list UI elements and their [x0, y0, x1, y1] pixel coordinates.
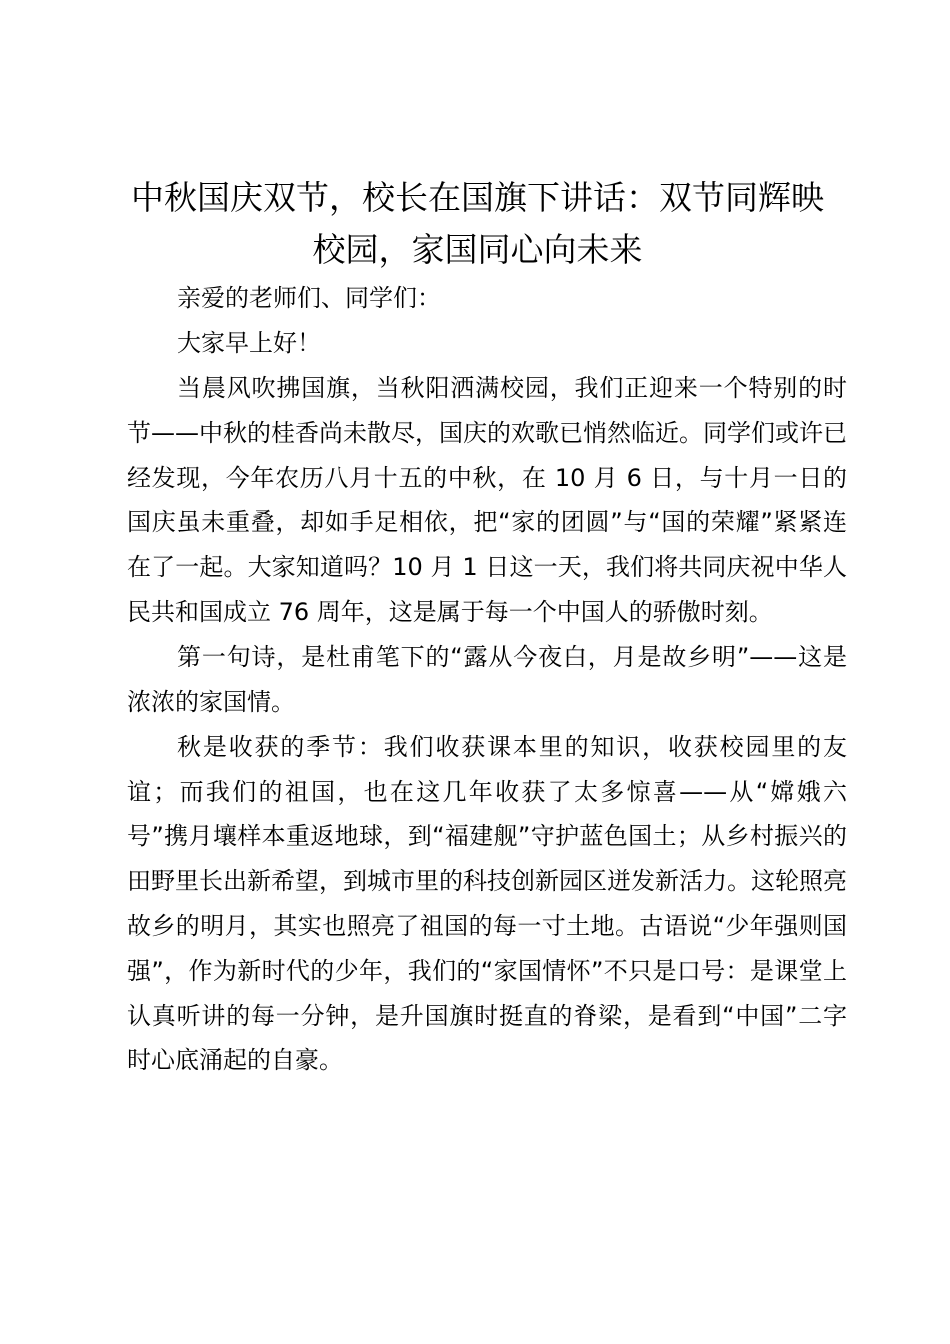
- body-paragraph: 当晨风吹拂国旗，当秋阳洒满校园，我们正迎来一个特别的时节——中秋的桂香尚未散尽，国庆的欢歌已悄然临近。同学们或许已经发现，今年农历八月十五的中秋，在 10 月 6 日，与十月一日的国庆虽未重叠，却如手足相依，把“家的团圆”与“国的荣耀”紧紧连在了一起。大家知道吗？10 月 1 日这一天，我们将共同庆祝中华人民共和国成立 76 周年，这是属于每一个中国人的骄傲时刻。: [127, 373, 847, 626]
- greeting: 大家早上好！: [177, 328, 321, 357]
- body-paragraph: 秋是收获的季节：我们收获课本里的知识，收获校园里的友谊；而我们的祖国，也在这几年收获了太多惊喜——从“嫦娥六号”携月壤样本重返地球，到“福建舰”守护蓝色国土；从乡村振兴的田野里长出新希望，到城市里的科技创新园区迸发新活力。这轮照亮故乡的明月，其实也照亮了祖国的每一寸土地。古语说“少年强则国强”，作为新时代的少年，我们的“家国情怀”不只是口号：是课堂上认真听讲的每一分钟，是升国旗时挺直的脊梁，是看到“中国”二字时心底涌起的自豪。: [127, 732, 847, 1075]
- document-title: 中秋国庆双节，校长在国旗下讲话：双节同辉映校园，家国同心向未来: [131, 178, 824, 269]
- body-paragraph: 第一句诗，是杜甫笔下的“露从今夜白，月是故乡明”——这是浓浓的家国情。: [127, 642, 847, 716]
- salutation: 亲爱的老师们、同学们：: [177, 284, 441, 312]
- document-body: [127, 276, 847, 1083]
